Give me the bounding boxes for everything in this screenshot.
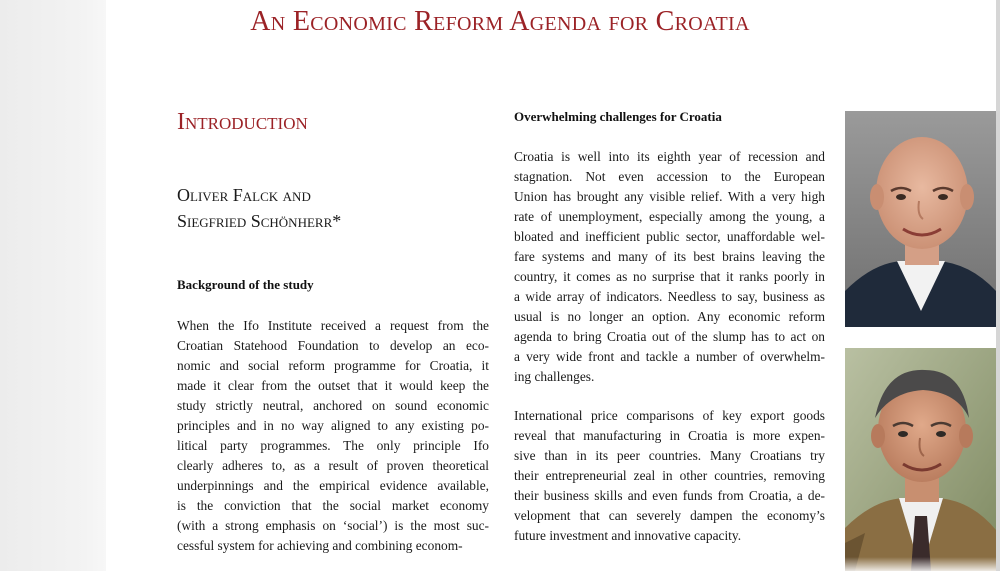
body-text-line: bloated and inefficient public sector, unaffordable wel- (514, 229, 825, 244)
body-text-line: reveal that manufacturing in Croatia is more expen- (514, 428, 825, 443)
challenges-heading: Overwhelming challenges for Croatia (514, 109, 722, 124)
bottom-fade (106, 557, 996, 571)
body-text-line: cessful system for achieving and combining econom- (177, 538, 463, 553)
left-page-margin (0, 0, 106, 571)
body-text-line: International price comparisons of key export goods (514, 408, 825, 423)
body-text-line: (with a strong emphasis on ‘social’) is the most suc- (177, 518, 489, 533)
body-text-line: stagnation. Not even accession to the European (514, 169, 825, 184)
author-photo-falck (845, 111, 996, 327)
body-text-line: rate of unemployment, especially among the young, a (514, 209, 825, 224)
author-line-1: Oliver Falck and (177, 185, 311, 205)
body-text-line: is the conviction that the social market economy (177, 498, 489, 513)
body-text-line: agenda to bring Croatia out of the slump has to act on (514, 329, 825, 344)
body-text-line: made it clear from the outset that it would keep the (177, 378, 489, 393)
author-line-2: Siegfried Schönherr* (177, 211, 342, 231)
body-text-line: nomic and social reform programme for Croatia, it (177, 358, 489, 373)
body-text-line: sive than in its peer countries. Many Croatians try (514, 448, 825, 463)
body-text-line: usual is no longer an option. Any economic reform (514, 309, 825, 324)
page-edge (996, 0, 1000, 571)
body-text-line: a wide array of indicators. Needless to say, business as (514, 289, 825, 304)
section-title: Introduction (177, 109, 308, 135)
body-text-line: underpinnings and the empirical evidence available, (177, 478, 489, 493)
body-text-line: When the Ifo Institute received a request from the (177, 318, 489, 333)
body-text-line: future investment and innovative capacity. (514, 528, 742, 543)
background-heading: Background of the study (177, 277, 314, 292)
body-text-line: a very wide front and tackle a number of overwhelm- (514, 349, 825, 364)
right-column-paragraph-1 (514, 147, 825, 387)
body-text-line: Croatia is well into its eighth year of recession and (514, 149, 825, 164)
body-text-line: litical party programmes. The only principle Ifo (177, 438, 489, 453)
left-column-body (177, 316, 489, 556)
authors-block (177, 182, 341, 234)
body-text-line: velopment that can severely dampen the economy’s (514, 508, 825, 523)
body-text-line: clearly adheres to, as a result of proven theoretical (177, 458, 489, 473)
body-text-line: principles and in no way aligned to any existing po- (177, 418, 489, 433)
right-column-paragraph-2 (514, 406, 825, 546)
author-photo-schoenherr (845, 348, 996, 571)
body-text-line: their entrepreneurial zeal in other countries, removing (514, 468, 825, 483)
body-text-line: study strictly neutral, anchored on sound economic (177, 398, 489, 413)
page-title: An Economic Reform Agenda for Croatia (250, 6, 750, 37)
body-text-line: Croatian Statehood Foundation to develop an eco- (177, 338, 489, 353)
body-text-line: country, it comes as no surprise that it ranks poorly in (514, 269, 825, 284)
body-text-line: Union has brought any visible relief. With a very high (514, 189, 825, 204)
body-text-line: their business skills and even funds from Croatia, a de- (514, 488, 825, 503)
body-text-line: fare systems and many of its best brains leaving the (514, 249, 825, 264)
body-text-line: ing challenges. (514, 369, 595, 384)
